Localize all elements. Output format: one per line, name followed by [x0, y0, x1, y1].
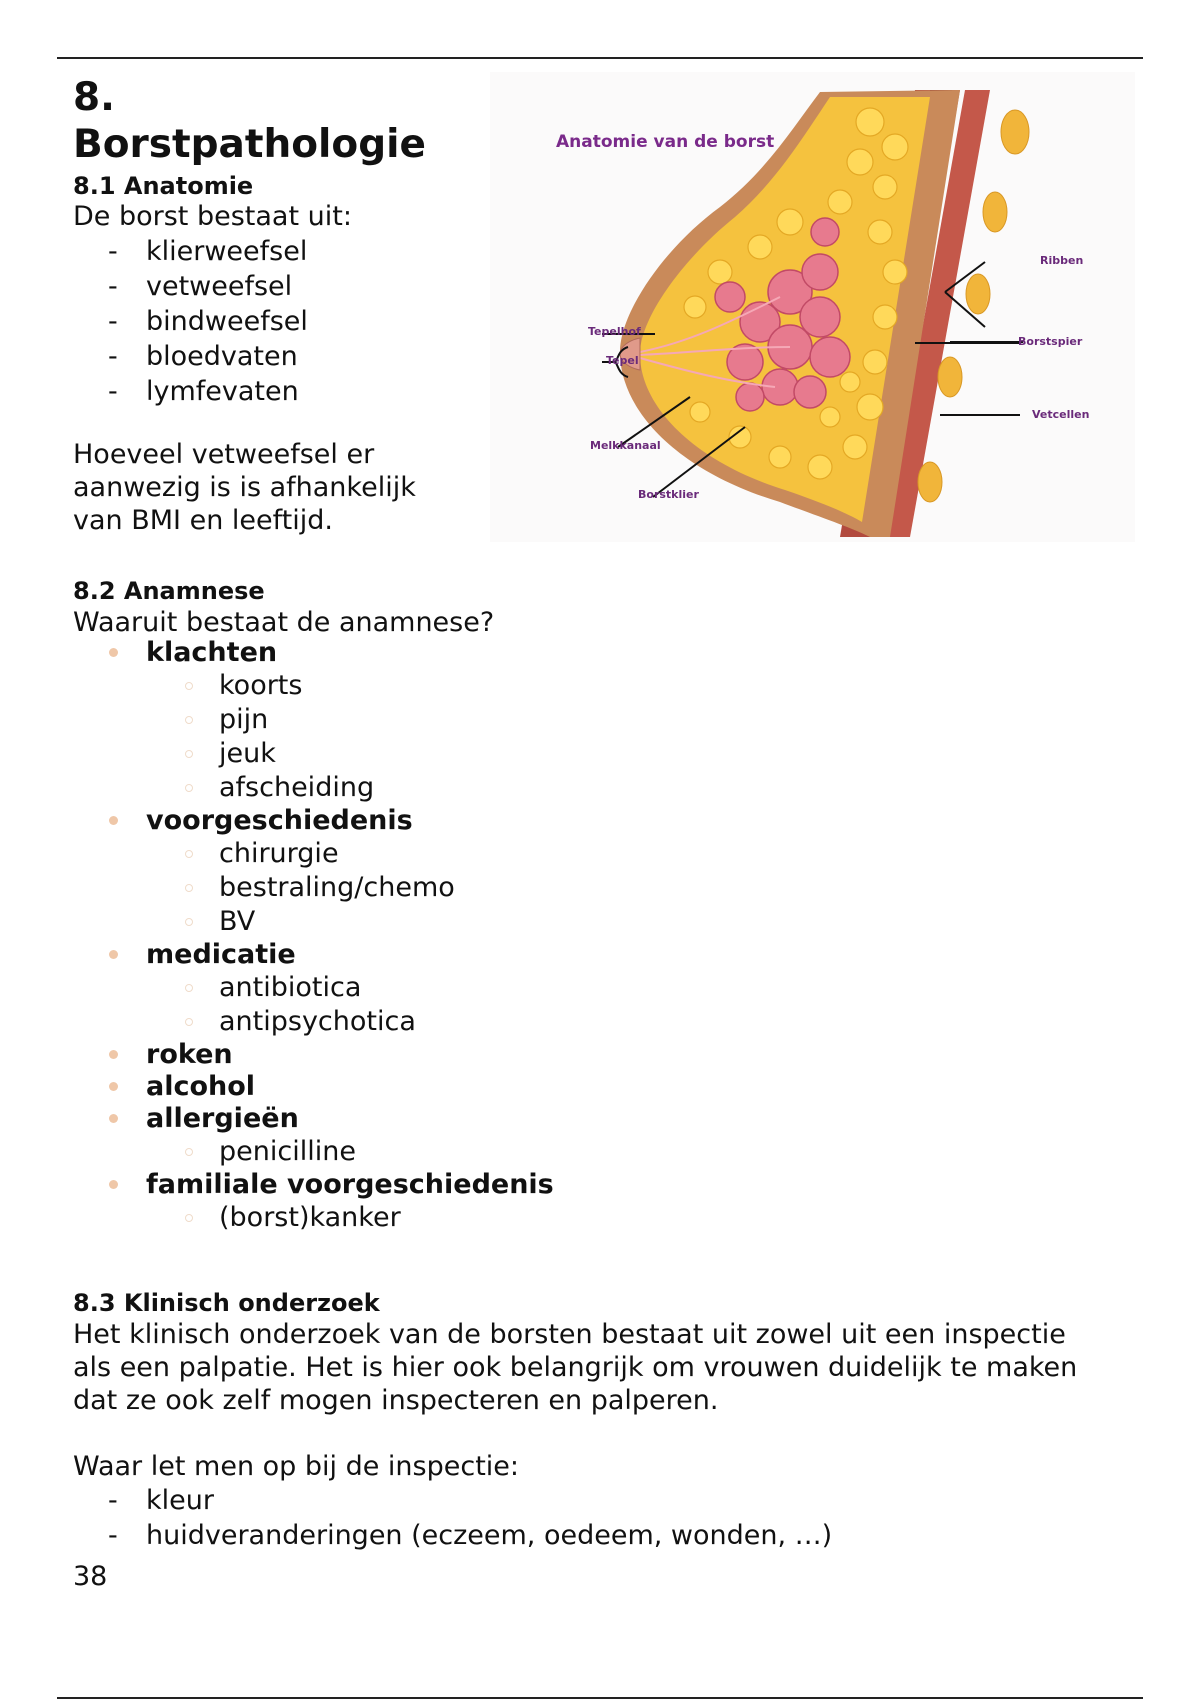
- list-item: klachten koorts pijn jeuk afscheiding: [73, 637, 554, 805]
- anatomie-note: Hoeveel vetweefsel er aanwezig is is afhankelijk van BMI en leeftijd.: [73, 439, 416, 536]
- list-item: - kleur: [108, 1485, 214, 1516]
- list-item: (borst)kanker: [146, 1201, 554, 1235]
- circle-bullet-icon: [185, 1214, 193, 1222]
- klinisch-paragraph: Het klinisch onderzoek van de borsten bestaat uit zowel uit een inspectie als een palpatie. Het is hier ook belangrijk om vrouwen duidelijk te maken dat ze ook zelf mogen inspecteren en palperen.: [73, 1319, 1078, 1416]
- bullet-icon: [109, 1114, 118, 1123]
- label-tepel: Tepel: [606, 354, 639, 367]
- breast-anatomy-figure: [490, 72, 1135, 542]
- anamnese-list: [73, 637, 554, 1235]
- inspectie-question: Waar let men op bij de inspectie:: [73, 1451, 520, 1482]
- list-item: jeuk: [146, 737, 554, 771]
- circle-bullet-icon: [185, 682, 193, 690]
- circle-bullet-icon: [185, 884, 193, 892]
- circle-bullet-icon: [185, 784, 193, 792]
- list-item: BV: [146, 905, 554, 939]
- bullet-icon: [109, 816, 118, 825]
- list-item: - huidveranderingen (eczeem, oedeem, wonden, …): [108, 1520, 833, 1551]
- circle-bullet-icon: [185, 750, 193, 758]
- section-heading-klinisch-onderzoek: 8.3 Klinisch onderzoek: [73, 1289, 380, 1317]
- list-item: - bindweefsel: [108, 306, 308, 337]
- anatomie-intro: De borst bestaat uit:: [73, 201, 352, 232]
- list-item: - lymfevaten: [108, 376, 299, 407]
- anamnese-question: Waaruit bestaat de anamnese?: [73, 607, 495, 638]
- list-item: voorgeschiedenis chirurgie bestraling/chemo BV: [73, 805, 554, 939]
- chapter-number: 8.: [73, 75, 115, 120]
- circle-bullet-icon: [185, 1018, 193, 1026]
- circle-bullet-icon: [185, 716, 193, 724]
- label-borstklier: Borstklier: [638, 488, 699, 501]
- list-item: alcohol: [73, 1071, 554, 1103]
- list-item: pijn: [146, 703, 554, 737]
- circle-bullet-icon: [185, 918, 193, 926]
- list-item: familiale voorgeschiedenis (borst)kanker: [73, 1169, 554, 1235]
- list-item: bestraling/chemo: [146, 871, 554, 905]
- list-item: afscheiding: [146, 771, 554, 805]
- chapter-title: Borstpathologie: [73, 122, 426, 167]
- list-item: allergieën penicilline: [73, 1103, 554, 1169]
- label-melkkanaal: Melkkanaal: [590, 439, 661, 452]
- figure-title: Anatomie van de borst: [556, 132, 775, 152]
- bullet-icon: [109, 1180, 118, 1189]
- bullet-icon: [109, 648, 118, 657]
- list-item: antibiotica: [146, 971, 554, 1005]
- list-item: koorts: [146, 669, 554, 703]
- top-rule: [57, 57, 1143, 59]
- label-vetcellen: Vetcellen: [1032, 408, 1090, 421]
- list-item: - bloedvaten: [108, 341, 298, 372]
- section-heading-anamnese: 8.2 Anamnese: [73, 577, 265, 605]
- bullet-icon: [109, 1050, 118, 1059]
- label-tepelhof: Tepelhof: [588, 325, 641, 338]
- list-item: medicatie antibiotica antipsychotica: [73, 939, 554, 1039]
- bottom-rule: [57, 1697, 1143, 1699]
- list-item: penicilline: [146, 1135, 554, 1169]
- list-item: - klierweefsel: [108, 236, 308, 267]
- circle-bullet-icon: [185, 850, 193, 858]
- bullet-icon: [109, 950, 118, 959]
- circle-bullet-icon: [185, 1148, 193, 1156]
- chapter-heading: [73, 74, 426, 168]
- list-item: chirurgie: [146, 837, 554, 871]
- anatomie-list: [73, 234, 308, 409]
- section-heading-anatomie: 8.1 Anatomie: [73, 172, 254, 200]
- list-item: antipsychotica: [146, 1005, 554, 1039]
- circle-bullet-icon: [185, 984, 193, 992]
- bullet-icon: [109, 1082, 118, 1091]
- list-item: - vetweefsel: [108, 271, 293, 302]
- label-borstspier: Borstspier: [1018, 335, 1083, 348]
- label-ribben: Ribben: [1040, 254, 1084, 267]
- inspectie-list: [73, 1483, 832, 1553]
- page-number: 38: [73, 1561, 108, 1592]
- list-item: roken: [73, 1039, 554, 1071]
